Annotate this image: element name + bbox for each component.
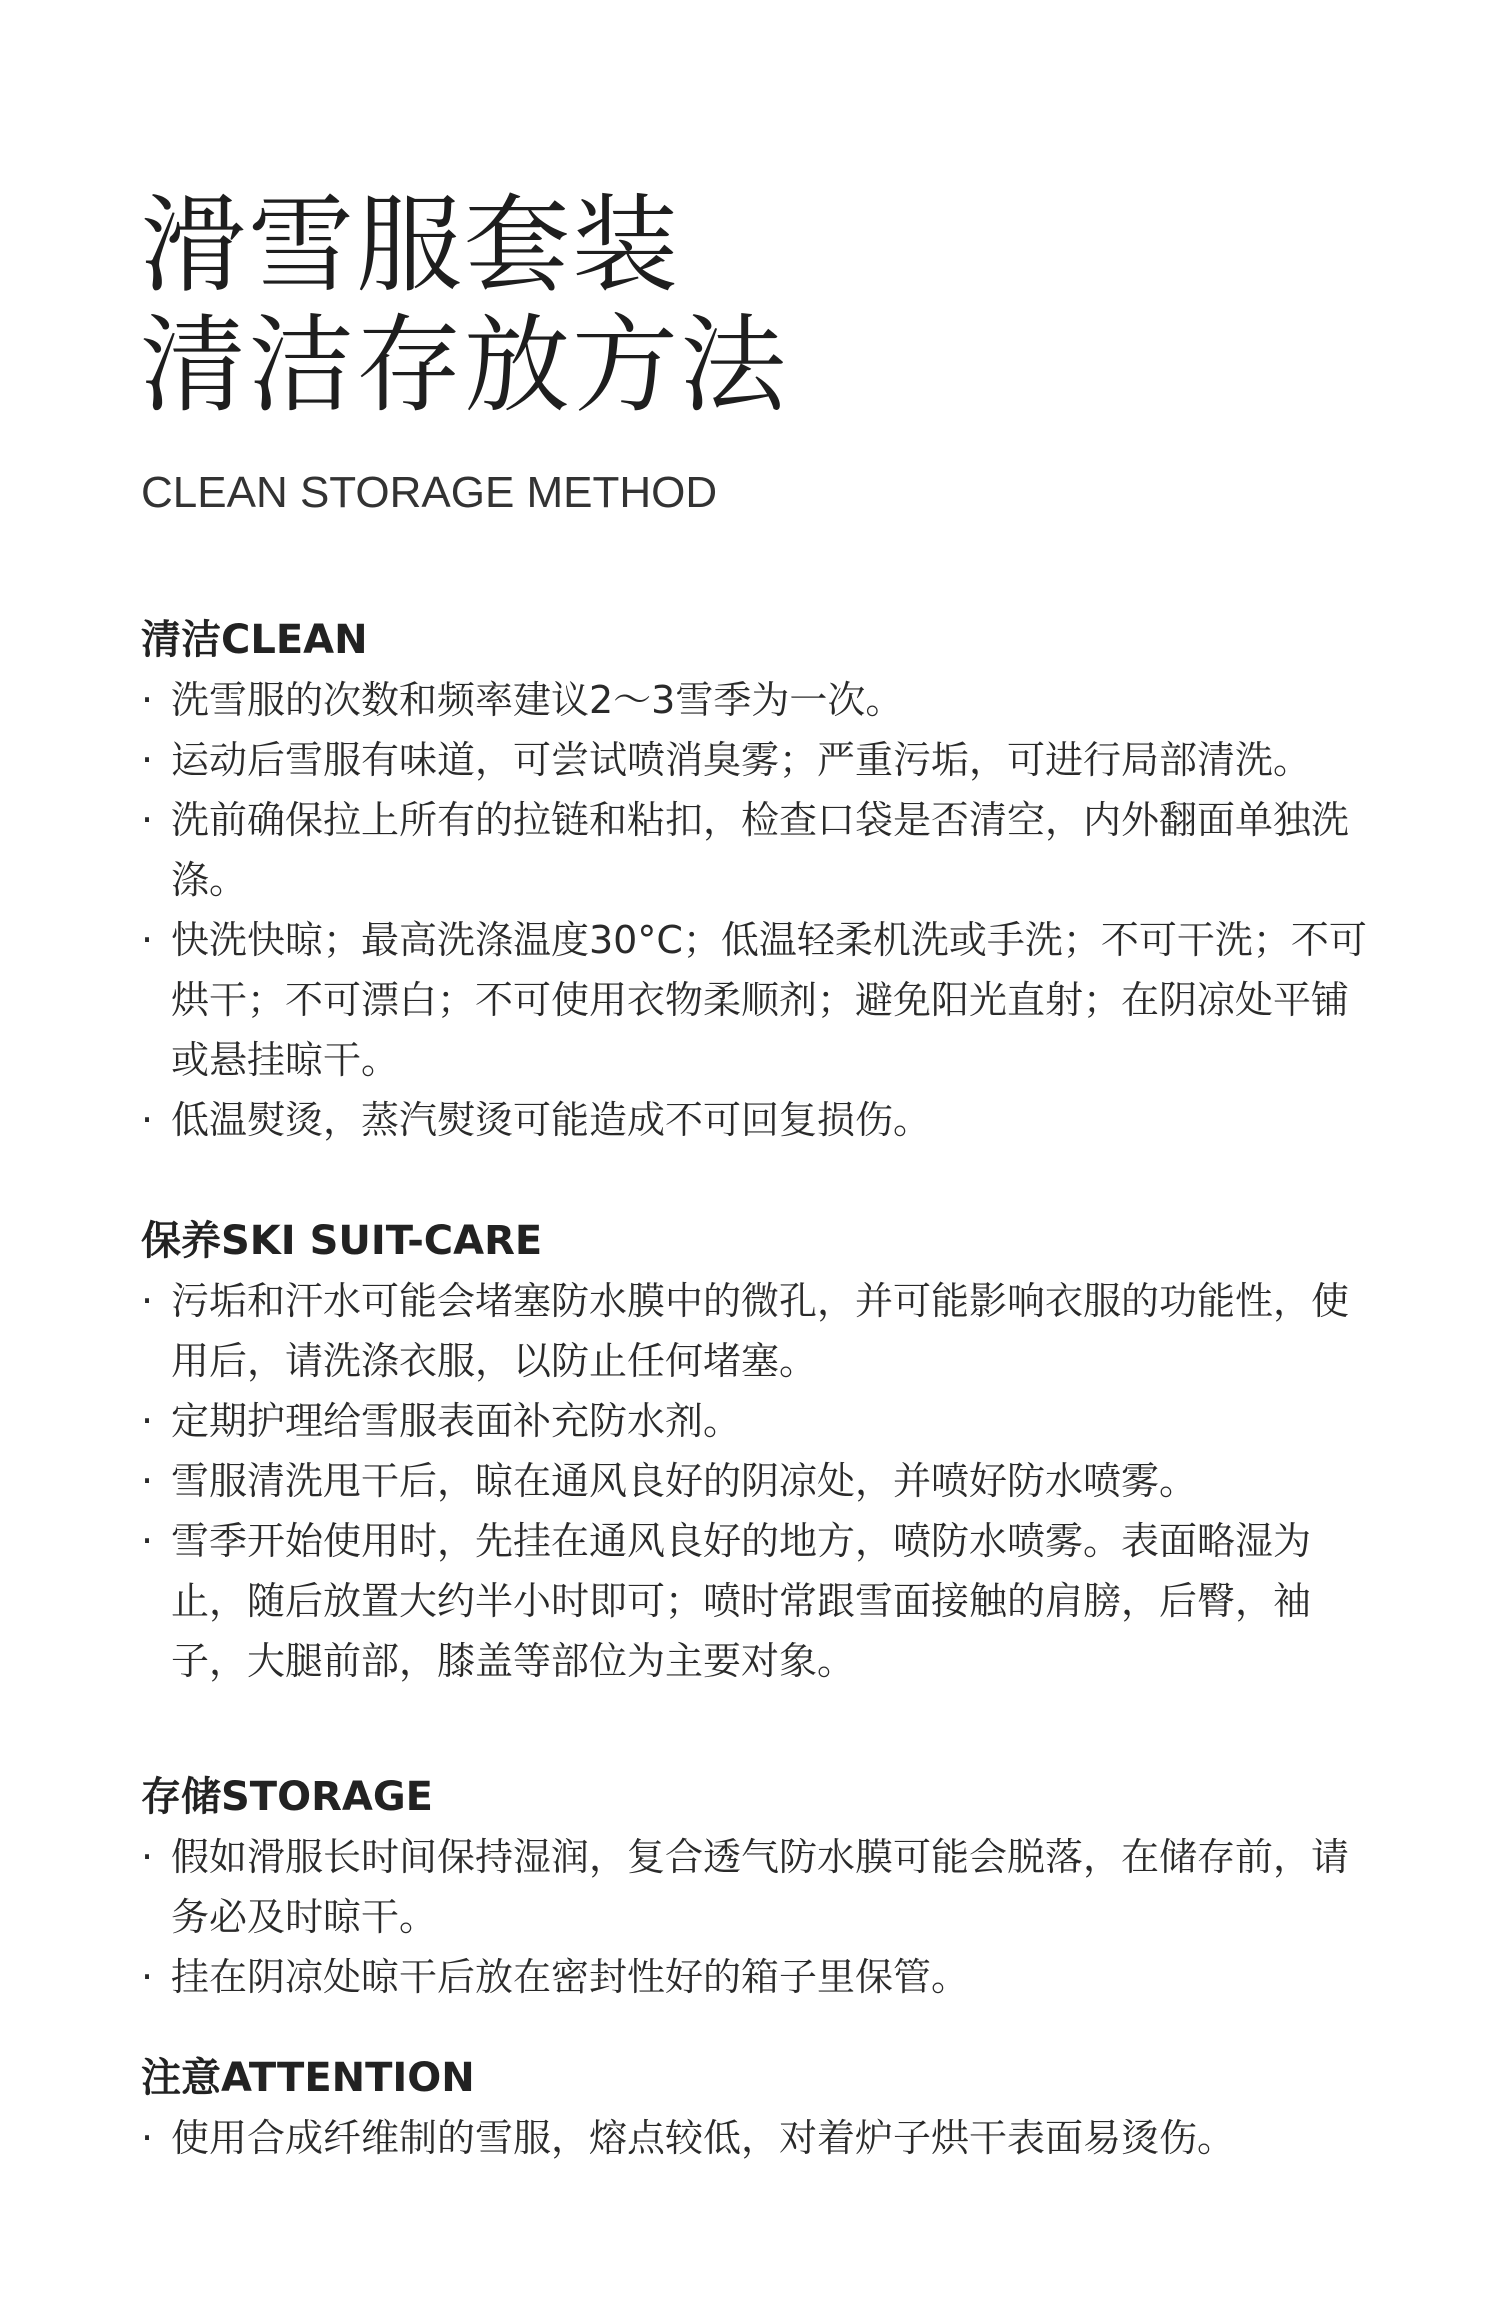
bullet: ·	[141, 1955, 154, 1999]
list-item	[141, 730, 1381, 790]
list-item-text: 使用合成纤维制的雪服，熔点较低，对着炉子烘干表面易烫伤。	[171, 2116, 1236, 2160]
list-item-text: 运动后雪服有味道，可尝试喷消臭雾；严重污垢，可进行局部清洗。	[171, 738, 1312, 782]
section-title-attention: 注意ATTENTION	[141, 2055, 475, 2101]
section-title-care: 保养SKI SUIT-CARE	[141, 1218, 543, 1264]
list-item	[141, 910, 1381, 1090]
list-item-text: 洗雪服的次数和频率建议2～3雪季为一次。	[171, 678, 904, 722]
bullet: ·	[141, 1098, 154, 1142]
section-title-storage: 存储STORAGE	[141, 1774, 434, 1820]
list-item	[141, 1511, 1381, 1691]
section-care	[141, 1213, 1381, 1691]
list-item	[141, 1271, 1381, 1391]
bullet: ·	[141, 1519, 154, 1563]
list-item	[141, 1090, 1381, 1150]
page-subtitle: CLEAN STORAGE METHOD	[141, 468, 718, 517]
list-item-text: 定期护理给雪服表面补充防水剂。	[171, 1399, 742, 1443]
bullet: ·	[141, 798, 154, 842]
section-attention	[141, 2050, 1381, 2168]
list-item-text: 低温熨烫，蒸汽熨烫可能造成不可回复损伤。	[171, 1098, 932, 1142]
bullet: ·	[141, 1399, 154, 1443]
list-item	[141, 1827, 1381, 1947]
title-line-2: 清洁存放方法	[140, 304, 788, 427]
title-line-1: 滑雪服套装	[140, 184, 680, 307]
list-item-text: 假如滑服长时间保持湿润，复合透气防水膜可能会脱落，在储存前，请务必及时晾干。	[171, 1835, 1350, 1939]
section-title-clean: 清洁CLEAN	[141, 617, 368, 663]
list-item-text: 快洗快晾；最高洗涤温度30°C；低温轻柔机洗或手洗；不可干洗；不可烘干；不可漂白；不可使用衣物柔顺剂；避免阳光直射；在阴凉处平铺或悬挂晾干。	[171, 918, 1367, 1082]
list-item	[141, 1391, 1381, 1451]
bullet: ·	[141, 1459, 154, 1503]
bullet: ·	[141, 1279, 154, 1323]
list-item-text: 挂在阴凉处晾干后放在密封性好的箱子里保管。	[171, 1955, 970, 1999]
list-item	[141, 2108, 1381, 2168]
list-item	[141, 670, 1381, 730]
list-item-text: 雪服清洗甩干后，晾在通风良好的阴凉处，并喷好防水喷雾。	[171, 1459, 1198, 1503]
page-title	[140, 186, 788, 426]
list-item-text: 洗前确保拉上所有的拉链和粘扣，检查口袋是否清空，内外翻面单独洗涤。	[171, 798, 1350, 902]
section-clean	[141, 612, 1381, 1150]
bullet: ·	[141, 678, 154, 722]
list-item-text: 污垢和汗水可能会堵塞防水膜中的微孔，并可能影响衣服的功能性，使用后，请洗涤衣服，以防止任何堵塞。	[171, 1279, 1350, 1383]
bullet: ·	[141, 738, 154, 782]
bullet: ·	[141, 2116, 154, 2160]
list-item	[141, 1947, 1381, 2007]
section-storage	[141, 1769, 1381, 2007]
bullet: ·	[141, 918, 154, 962]
list-item	[141, 1451, 1381, 1511]
list-item	[141, 790, 1381, 910]
bullet: ·	[141, 1835, 154, 1879]
list-item-text: 雪季开始使用时，先挂在通风良好的地方，喷防水喷雾。表面略湿为止，随后放置大约半小时即可；喷时常跟雪面接触的肩膀，后臀，袖子，大腿前部，膝盖等部位为主要对象。	[171, 1519, 1312, 1683]
